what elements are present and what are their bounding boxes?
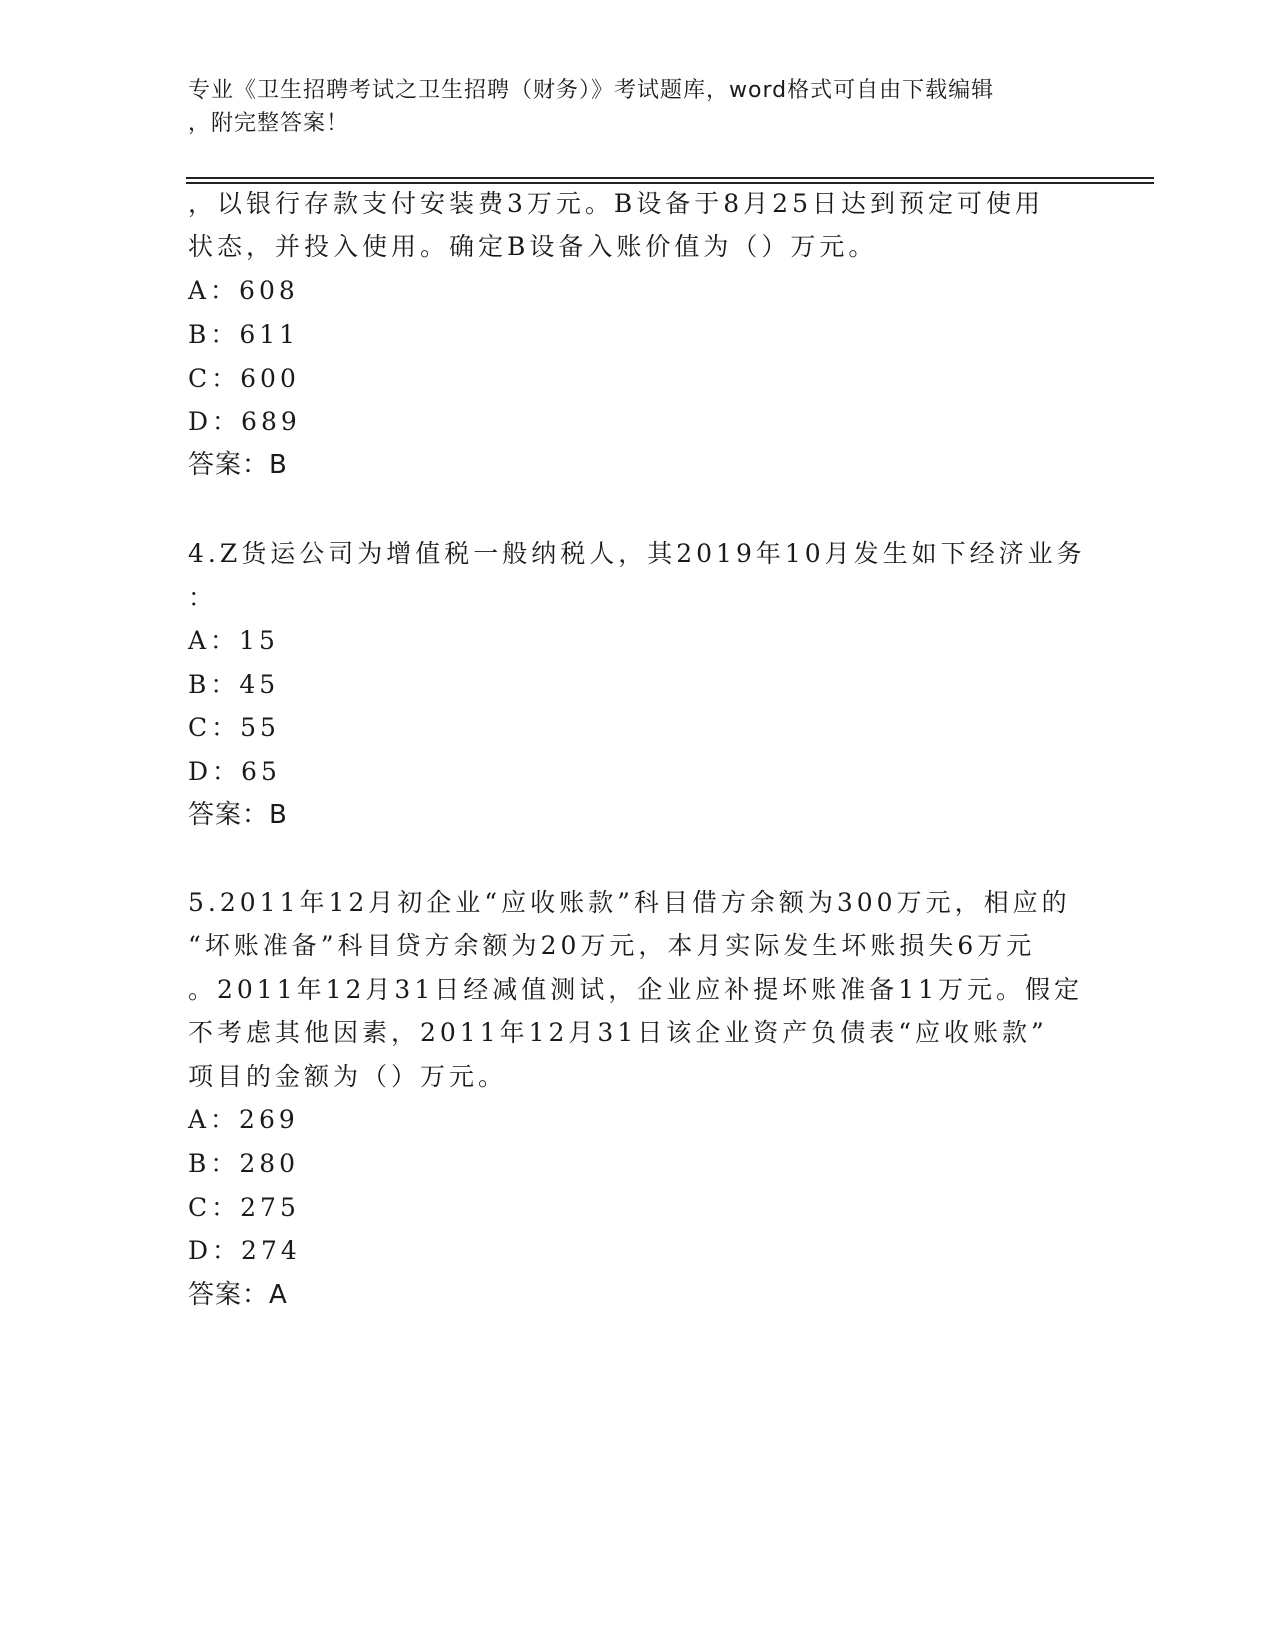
- question-3-answer: 答案：B: [188, 450, 288, 480]
- question-5-option-b: B：280: [188, 1149, 300, 1178]
- question-3-option-b: B：611: [188, 320, 300, 349]
- question-4-text-line-2: ：: [188, 583, 218, 612]
- question-5-text-line-3: 。2011年12月31日经减值测试，企业应补提坏账准备11万元。假定: [188, 975, 1084, 1004]
- question-3-option-c: C：600: [188, 364, 300, 393]
- question-5-text-line-1: 5.2011年12月初企业“应收账款”科目借方余额为300万元，相应的: [188, 888, 1071, 917]
- header-line-1: 专业《卫生招聘考试之卫生招聘（财务）》考试题库，word格式可自由下载编辑: [188, 78, 995, 103]
- header-divider-bottom: [186, 182, 1154, 184]
- question-5-text-line-4: 不考虑其他因素，2011年12月31日该企业资产负债表“应收账款”: [188, 1018, 1048, 1047]
- question-5-text-line-2: “坏账准备”科目贷方余额为20万元，本月实际发生坏账损失6万元: [188, 931, 1036, 960]
- question-4-answer: 答案：B: [188, 800, 288, 830]
- question-4-option-a: A：15: [188, 626, 279, 655]
- question-4-text-line-1: 4.Z货运公司为增值税一般纳税人，其2019年10月发生如下经济业务: [188, 539, 1086, 568]
- question-3-option-a: A：608: [188, 276, 299, 305]
- question-5-option-d: D：274: [188, 1236, 301, 1265]
- question-4-option-d: D：65: [188, 757, 281, 786]
- question-3-text-line-1: ，以银行存款支付安装费3万元。B设备于8月25日达到预定可使用: [188, 189, 1044, 218]
- question-5-text-line-5: 项目的金额为（）万元。: [188, 1062, 508, 1091]
- header-divider-top: [186, 177, 1154, 179]
- question-5-option-a: A：269: [188, 1105, 299, 1134]
- question-4-option-b: B：45: [188, 670, 280, 699]
- question-5-option-c: C：275: [188, 1193, 300, 1222]
- question-3-option-d: D：689: [188, 407, 301, 436]
- document-header: [188, 74, 1068, 140]
- header-line-2: ，附完整答案！: [188, 111, 350, 136]
- question-3-text-line-2: 状态，并投入使用。确定B设备入账价值为（）万元。: [188, 232, 878, 261]
- question-4-option-c: C：55: [188, 713, 280, 742]
- question-5-answer: 答案：A: [188, 1280, 288, 1310]
